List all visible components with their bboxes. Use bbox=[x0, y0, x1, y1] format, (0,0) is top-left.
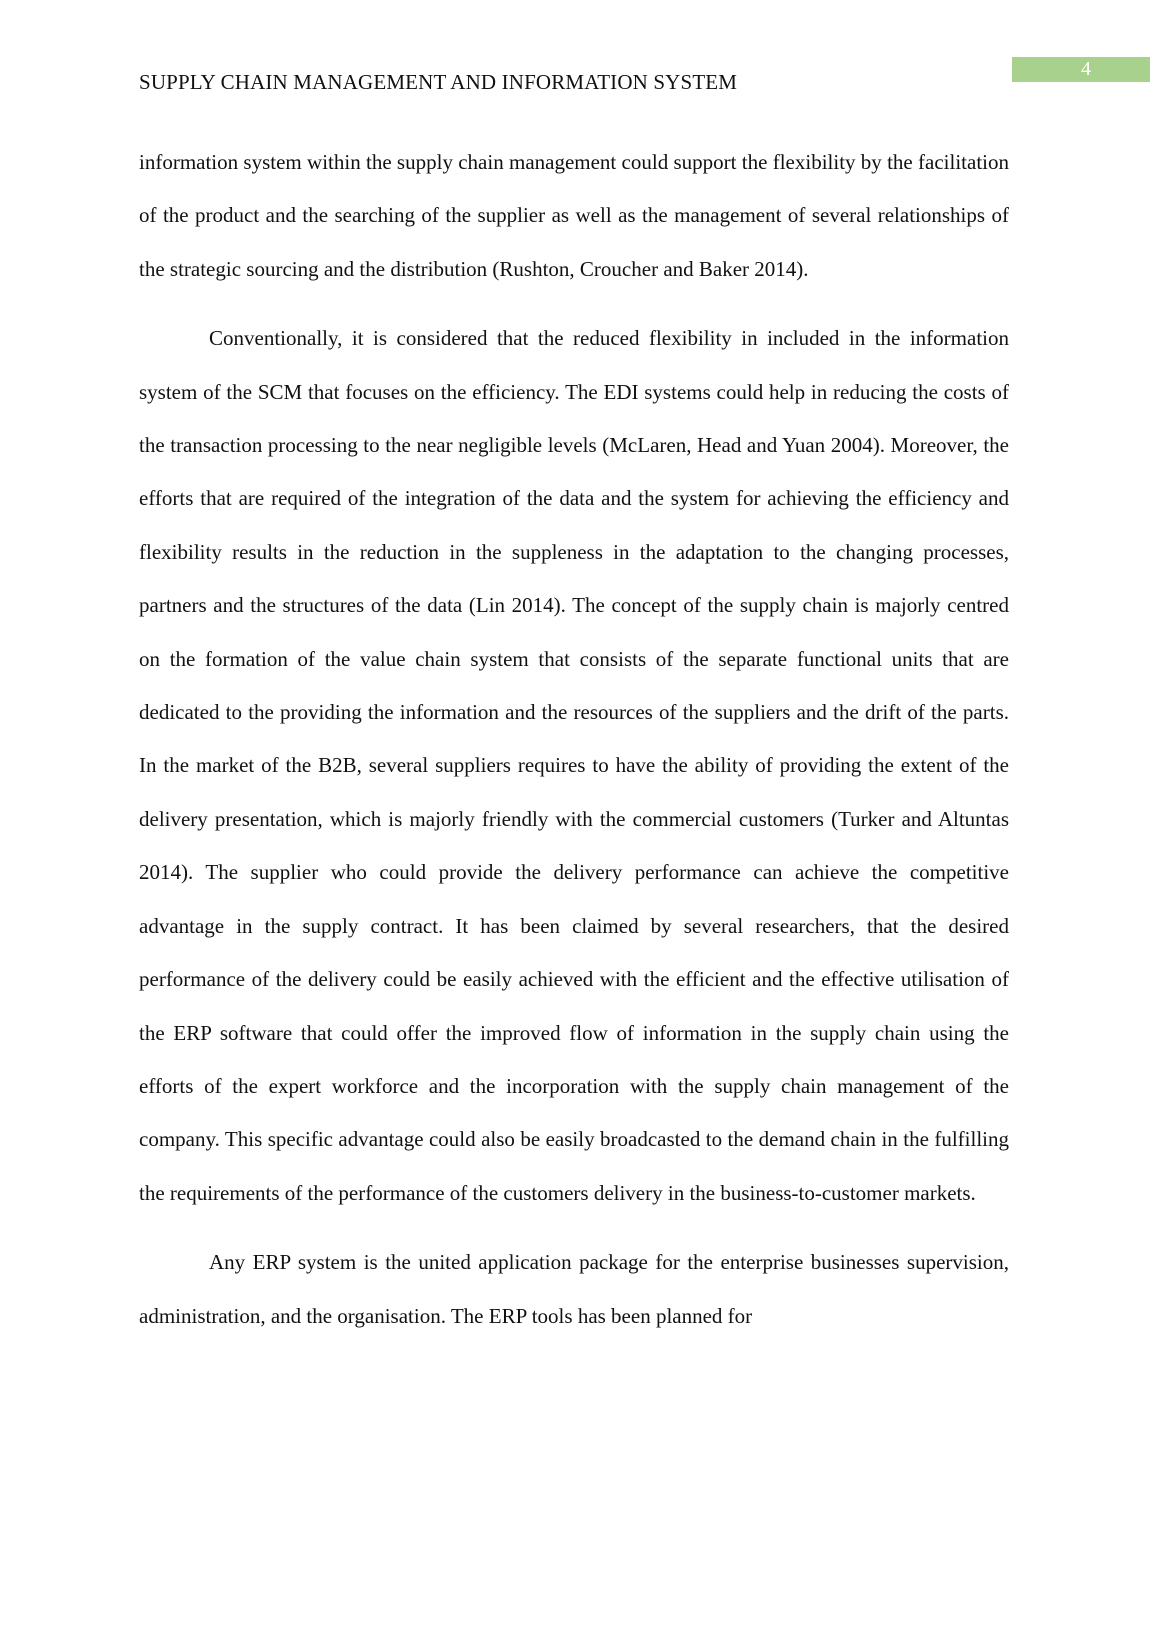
paragraph-conventionally: Conventionally, it is considered that the reduced flexibility in included in the information system of the SCM that focuses on the efficiency. The EDI systems could help in reducing the costs of the transaction processing to the near negligible levels (McLaren, Head and Yuan 2004). Moreover, the efforts that are required of the integration of the data and the system for achieving the efficiency and flexibility results in the reduction in the suppleness in the adaptation to the changing processes, partners and the structures of the data (Lin 2014). The concept of the supply chain is majorly centred on the formation of the value chain system that consists of the separate functional units that are dedicated to the providing the information and the resources of the suppliers and the drift of the parts. In the market of the B2B, several suppliers requires to have the ability of providing the extent of the delivery presentation, which is majorly friendly with the commercial customers (Turker and Altuntas 2014). The supplier who could provide the delivery performance can achieve the competitive advantage in the supply contract. It has been claimed by several researchers, that the desired performance of the delivery could be easily achieved with the efficient and the effective utilisation of the ERP software that could offer the improved flow of information in the supply chain using the efforts of the expert workforce and the incorporation with the supply chain management of the company. This specific advantage could also be easily broadcasted to the demand chain in the fulfilling the requirements of the performance of the customers delivery in the business-to-customer markets. bbox=[139, 326, 1009, 1205]
page-number: 4 bbox=[1012, 57, 1150, 82]
document-body bbox=[139, 136, 1009, 1343]
running-head: SUPPLY CHAIN MANAGEMENT AND INFORMATION SYSTEM bbox=[139, 70, 738, 94]
paragraph-erp-system: Any ERP system is the united application package for the enterprise businesses supervision, administration, and the organisation. The ERP tools has been planned for bbox=[139, 1250, 1009, 1328]
paragraph-continuation: information system within the supply chain management could support the flexibility by the facilitation of the product and the searching of the supplier as well as the management of several relationships of the strategic sourcing and the distribution (Rushton, Croucher and Baker 2014). bbox=[139, 150, 1009, 281]
